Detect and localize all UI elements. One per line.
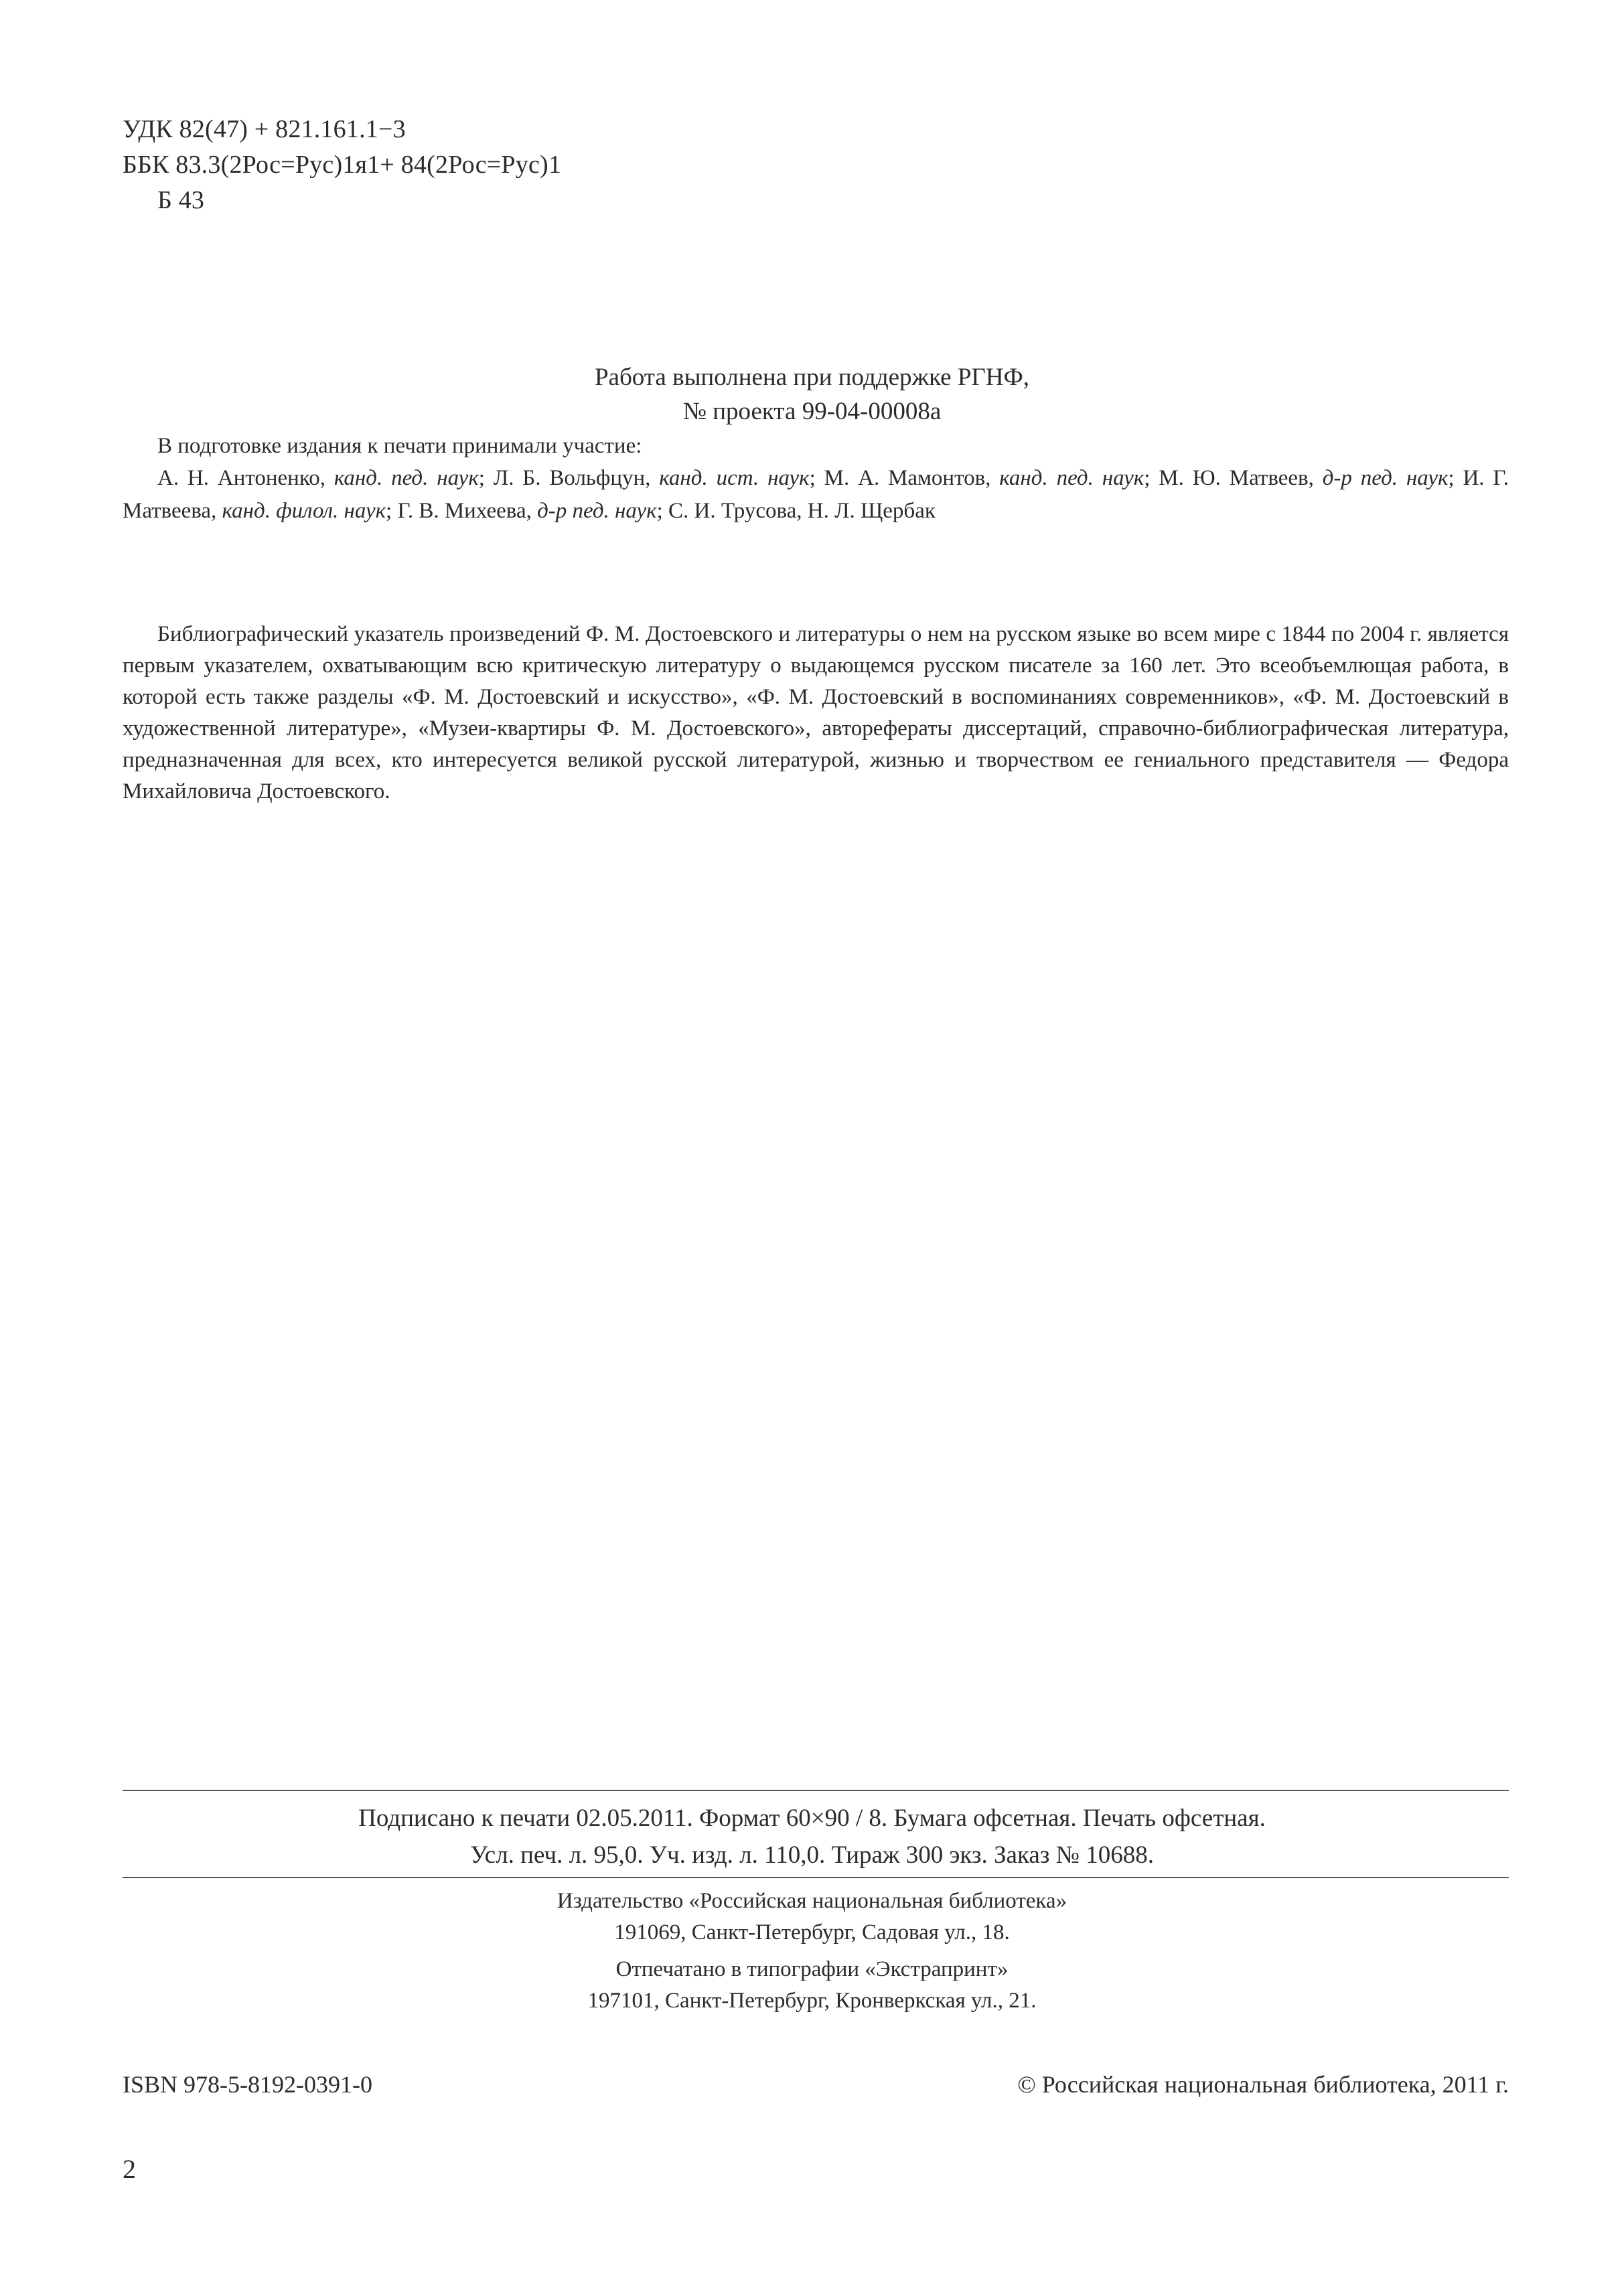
- imprint-volume-line: Усл. печ. л. 95,0. Уч. изд. л. 110,0. Тираж 300 экз. Заказ № 10688.: [470, 1841, 1154, 1869]
- grant-line-1: Работа выполнена при поддержке РГНФ,: [594, 364, 1030, 391]
- grant-line-2: № проекта 99-04-00008а: [682, 398, 942, 425]
- printer-name: Отпечатано в типографии «Экстрапринт»: [615, 1957, 1009, 1981]
- publisher-address: 191069, Санкт-Петербург, Садовая ул., 18.: [614, 1920, 1010, 1944]
- contributor-degree: д-р пед. наук: [537, 499, 657, 523]
- author-mark: Б 43: [157, 186, 205, 214]
- contributor-degree: канд. пед. наук: [334, 466, 479, 490]
- imprint-middle-rule: [123, 1877, 1509, 1878]
- contributors-intro: В подготовке издания к печати принимали участие:: [157, 434, 642, 458]
- contributor-separator: ;: [386, 499, 398, 523]
- udk-code: УДК 82(47) + 821.161.1−3: [123, 115, 406, 143]
- contributor-name: А. Н. Антоненко,: [157, 466, 334, 490]
- copyright-notice: © Российская национальная библиотека, 2011 г.: [1017, 2071, 1509, 2098]
- printer-address: 197101, Санкт-Петербург, Кронверкская ул., 21.: [587, 1989, 1037, 2013]
- contributor-degree: канд. филол. наук: [222, 499, 386, 523]
- isbn: ISBN 978-5-8192-0391-0: [123, 2071, 372, 2098]
- imprint-signed-line: Подписано к печати 02.05.2011. Формат 60×90 / 8. Бумага офсетная. Печать офсетная.: [358, 1805, 1266, 1832]
- contributor-separator: ;: [1144, 466, 1159, 490]
- bbk-code: ББК 83.3(2Рос=Рус)1я1+ 84(2Рос=Рус)1: [123, 151, 562, 179]
- contributor-degree: канд. ист. наук: [659, 466, 810, 490]
- abstract-paragraph: Библиографический указатель произведений Ф. М. Достоевского и литературы о нем на русском языке во всем мире с 1844 по 2004 г. является первым указателем, охватывающим всю критическую литературу о выдающемся русском писателе за 160 лет. Это всеобъемлющая работа, в которой есть также разделы «Ф. М. Достоевский и искусство», «Ф. М. Достоевский в воспоминаниях современников», «Ф. М. Достоевский в художественной литературе», «Музеи-квартиры Ф. М. Достоевского», авторефераты диссертаций, справочно-библиографическая литература, предназначенная для всех, кто интересуется великой русской литературой, жизнью и творчеством ее гениального представителя — Федора Михайловича Достоевского.: [123, 622, 1509, 803]
- contributor-degree: канд. пед. наук: [999, 466, 1145, 490]
- contributor-separator: ;: [478, 466, 494, 490]
- contributor-name: Г. В. Михеева,: [397, 499, 538, 523]
- contributor-degree: д-р пед. наук: [1322, 466, 1449, 490]
- contributor-separator: ;: [1448, 466, 1463, 490]
- page-number: 2: [123, 2154, 136, 2184]
- publisher-name: Издательство «Российская национальная библиотека»: [557, 1889, 1067, 1913]
- contributor-name: С. И. Трусова, Н. Л. Щербак: [668, 499, 936, 523]
- imprint-top-rule: [123, 1790, 1509, 1791]
- contributor-separator: ;: [656, 499, 669, 523]
- contributor-name: М. Ю. Матвеев,: [1159, 466, 1323, 490]
- contributor-name: И. Г. Матвеева,: [123, 466, 1509, 523]
- contributor-separator: ;: [809, 466, 824, 490]
- contributor-name: Л. Б. Вольфцун,: [493, 466, 660, 490]
- contributors-list: [123, 462, 1509, 528]
- contributor-name: М. А. Мамонтов,: [824, 466, 1000, 490]
